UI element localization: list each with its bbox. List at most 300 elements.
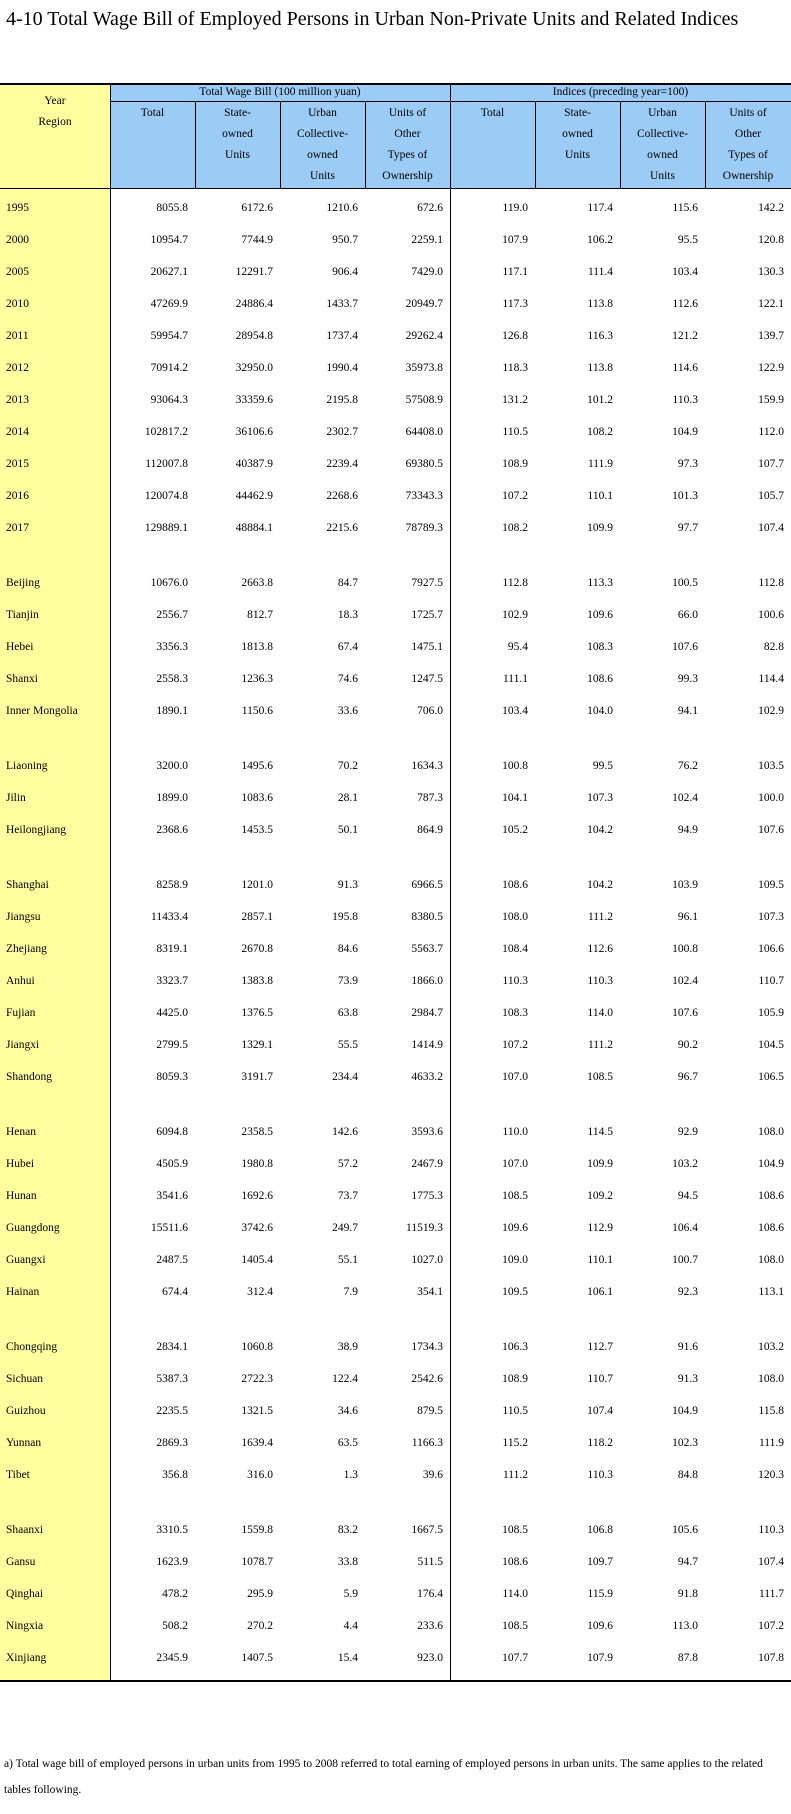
table-cell: 55.1 [337, 1254, 358, 1266]
table-cell: 107.0 [502, 1071, 528, 1083]
table-cell: 63.5 [337, 1437, 358, 1449]
table-cell: 108.6 [502, 1556, 528, 1568]
column-header-7 [620, 103, 705, 187]
table-cell: 270.2 [247, 1620, 273, 1632]
table-cell: 7.9 [343, 1286, 358, 1298]
column-header-line: Ownership [722, 170, 774, 182]
table-cell: 107.3 [758, 911, 784, 923]
table-cell: 122.1 [758, 298, 784, 310]
row-label: Shanxi [6, 673, 38, 685]
row-label: Zhejiang [6, 943, 47, 955]
table-cell: 97.7 [677, 522, 698, 534]
table-cell: 102.4 [672, 792, 698, 804]
table-cell: 107.4 [758, 1556, 784, 1568]
row-label: 1995 [6, 202, 29, 214]
table-cell: 109.0 [502, 1254, 528, 1266]
table-cell: 2857.1 [241, 911, 273, 923]
table-cell: 356.8 [162, 1469, 188, 1481]
table-row [0, 1546, 791, 1578]
group-header-wage-bill: Total Wage Bill (100 million yuan) [199, 86, 361, 98]
table-cell: 83.2 [337, 1524, 358, 1536]
row-label: 2010 [6, 298, 29, 310]
table-row [0, 1610, 791, 1642]
table-cell: 106.6 [758, 943, 784, 955]
table-cell: 115.6 [672, 202, 698, 214]
table-cell: 1623.9 [156, 1556, 188, 1568]
group-header-indices: Indices (preceding year=100) [552, 86, 689, 98]
table-cell: 105.7 [758, 490, 784, 502]
table-row [0, 416, 791, 448]
row-label: Fujian [6, 1007, 36, 1019]
table-cell: 108.5 [587, 1071, 613, 1083]
table-cell: 1405.4 [241, 1254, 273, 1266]
column-divider [280, 101, 281, 188]
table-cell: 131.2 [502, 394, 528, 406]
column-header-line: owned [222, 128, 253, 140]
table-cell: 1060.8 [241, 1341, 273, 1353]
column-header-1 [110, 103, 195, 124]
row-label: Qinghai [6, 1588, 44, 1600]
table-cell: 34.6 [337, 1405, 358, 1417]
table-cell: 8380.5 [411, 911, 443, 923]
footnote: a) Total wage bill of employed persons in urban units from 1995 to 2008 referred to total earning of employed persons in urban units. The same applies to the related tables following. [4, 1758, 763, 1796]
table-cell: 2487.5 [156, 1254, 188, 1266]
table-cell: 950.7 [332, 234, 358, 246]
table-cell: 103.4 [672, 266, 698, 278]
table-cell: 104.9 [672, 1405, 698, 1417]
table-cell: 1559.8 [241, 1524, 273, 1536]
table-row [0, 997, 791, 1029]
column-header-line: Other [394, 128, 421, 140]
table-cell: 110.3 [502, 975, 528, 987]
table-cell: 295.9 [247, 1588, 273, 1600]
table-row [0, 1029, 791, 1061]
table-cell: 91.8 [677, 1588, 698, 1600]
table-cell: 48884.1 [235, 522, 273, 534]
table-cell: 91.3 [677, 1373, 698, 1385]
table-cell: 99.5 [592, 760, 613, 772]
row-label: Liaoning [6, 760, 48, 772]
row-label: Jilin [6, 792, 26, 804]
table-cell: 84.8 [677, 1469, 698, 1481]
table-cell: 5387.3 [156, 1373, 188, 1385]
table-cell: 64408.0 [405, 426, 443, 438]
table-cell: 2195.8 [326, 394, 358, 406]
table-cell: 107.3 [587, 792, 613, 804]
row-label: Jiangxi [6, 1039, 40, 1051]
table-cell: 234.4 [332, 1071, 358, 1083]
table-cell: 5563.7 [411, 943, 443, 955]
table-row [0, 512, 791, 544]
table-cell: 4.4 [343, 1620, 358, 1632]
table-cell: 103.2 [672, 1158, 698, 1170]
table-cell: 35973.8 [405, 362, 443, 374]
table-cell: 76.2 [677, 760, 698, 772]
table-cell: 112.8 [758, 577, 784, 589]
table-cell: 109.6 [502, 1222, 528, 1234]
table-cell: 113.3 [587, 577, 613, 589]
table-cell: 102.9 [758, 705, 784, 717]
table-cell: 2235.5 [156, 1405, 188, 1417]
table-cell: 15.4 [337, 1652, 358, 1664]
table-cell: 87.8 [677, 1652, 698, 1664]
column-header-line: Units [310, 170, 335, 182]
row-label: Sichuan [6, 1373, 44, 1385]
table-cell: 107.9 [587, 1652, 613, 1664]
table-cell: 100.6 [758, 609, 784, 621]
row-label: Anhui [6, 975, 35, 987]
table-cell: 100.0 [758, 792, 784, 804]
row-label: Shandong [6, 1071, 52, 1083]
table-cell: 2834.1 [156, 1341, 188, 1353]
column-header-8 [705, 103, 791, 187]
table-cell: 3310.5 [156, 1524, 188, 1536]
table-row [0, 1244, 791, 1276]
row-label: Guizhou [6, 1405, 46, 1417]
table-cell: 99.3 [677, 673, 698, 685]
table-cell: 1634.3 [411, 760, 443, 772]
page-title: 4-10 Total Wage Bill of Employed Persons in Urban Non-Private Units and Related Indices [6, 8, 739, 30]
table-cell: 3742.6 [241, 1222, 273, 1234]
table-cell: 55.5 [337, 1039, 358, 1051]
column-header-3 [280, 103, 365, 187]
table-cell: 118.3 [502, 362, 528, 374]
column-header-line: Total [140, 107, 165, 119]
table-cell: 112.9 [587, 1222, 613, 1234]
table-cell: 112.0 [758, 426, 784, 438]
table-row [0, 256, 791, 288]
table-cell: 1236.3 [241, 673, 273, 685]
table-cell: 1475.1 [411, 641, 443, 653]
table-cell: 106.8 [587, 1524, 613, 1536]
table-cell: 812.7 [247, 609, 273, 621]
table-cell: 316.0 [247, 1469, 273, 1481]
table-cell: 108.0 [758, 1126, 784, 1138]
table-cell: 787.3 [417, 792, 443, 804]
column-header-2 [195, 103, 280, 166]
stub-header-region: Region [38, 116, 72, 128]
table-cell: 6172.6 [241, 202, 273, 214]
table-cell: 114.0 [502, 1588, 528, 1600]
table-cell: 84.7 [337, 577, 358, 589]
table-cell: 104.2 [587, 879, 613, 891]
table-row [0, 599, 791, 631]
table-cell: 117.4 [587, 202, 613, 214]
table-cell: 233.6 [417, 1620, 443, 1632]
table-cell: 142.2 [758, 202, 784, 214]
table-cell: 111.4 [587, 266, 613, 278]
table-cell: 2722.3 [241, 1373, 273, 1385]
table-row [0, 480, 791, 512]
table-cell: 2799.5 [156, 1039, 188, 1051]
table-row [0, 1427, 791, 1459]
table-cell: 906.4 [332, 266, 358, 278]
table-cell: 29262.4 [405, 330, 443, 342]
column-header-line: Units [565, 149, 590, 161]
table-cell: 113.8 [587, 362, 613, 374]
table-cell: 1150.6 [241, 705, 273, 717]
table-cell: 511.5 [417, 1556, 443, 1568]
column-header-line: Collective- [296, 128, 349, 140]
table-row [0, 1276, 791, 1308]
table-cell: 107.2 [502, 1039, 528, 1051]
table-cell: 110.1 [587, 490, 613, 502]
table-cell: 103.2 [758, 1341, 784, 1353]
table-cell: 104.5 [758, 1039, 784, 1051]
table-cell: 95.5 [677, 234, 698, 246]
row-label: Yunnan [6, 1437, 42, 1449]
table-cell: 6966.5 [411, 879, 443, 891]
table-cell: 102.3 [672, 1437, 698, 1449]
row-label: Shaanxi [6, 1524, 44, 1536]
table-cell: 109.6 [587, 1620, 613, 1632]
table-cell: 74.6 [337, 673, 358, 685]
table-cell: 2869.3 [156, 1437, 188, 1449]
table-cell: 2467.9 [411, 1158, 443, 1170]
table-row [0, 1061, 791, 1093]
column-header-6 [535, 103, 620, 166]
table-row [0, 695, 791, 727]
table-row [0, 663, 791, 695]
row-label: Gansu [6, 1556, 36, 1568]
column-header-line: owned [562, 128, 593, 140]
table-row [0, 567, 791, 599]
table-cell: 108.5 [502, 1524, 528, 1536]
table-cell: 96.1 [677, 911, 698, 923]
table-cell: 1210.6 [326, 202, 358, 214]
table-cell: 112.8 [502, 577, 528, 589]
table-cell: 120.8 [758, 234, 784, 246]
table-cell: 40387.9 [235, 458, 273, 470]
table-cell: 108.6 [758, 1222, 784, 1234]
table-cell: 15511.6 [151, 1222, 188, 1234]
table-row [0, 1116, 791, 1148]
table-cell: 672.6 [417, 202, 443, 214]
table-cell: 120.3 [758, 1469, 784, 1481]
column-header-line: Total [480, 107, 505, 119]
table-cell: 39.6 [422, 1469, 443, 1481]
table-cell: 111.2 [587, 911, 613, 923]
table-cell: 1639.4 [241, 1437, 273, 1449]
table-cell: 1980.8 [241, 1158, 273, 1170]
table-cell: 674.4 [162, 1286, 188, 1298]
column-divider [535, 101, 536, 188]
table-cell: 249.7 [332, 1222, 358, 1234]
column-header-line: State- [564, 107, 591, 119]
table-cell: 111.9 [587, 458, 613, 470]
table-cell: 106.3 [502, 1341, 528, 1353]
table-cell: 3200.0 [156, 760, 188, 772]
table-cell: 121.2 [672, 330, 698, 342]
table-cell: 108.6 [758, 1190, 784, 1202]
table-cell: 106.4 [672, 1222, 698, 1234]
table-cell: 126.8 [502, 330, 528, 342]
table-cell: 106.1 [587, 1286, 613, 1298]
table-cell: 1247.5 [411, 673, 443, 685]
table-cell: 1433.7 [326, 298, 358, 310]
table-cell: 113.0 [672, 1620, 698, 1632]
column-divider [365, 101, 366, 188]
table-cell: 1495.6 [241, 760, 273, 772]
table-cell: 2259.1 [411, 234, 443, 246]
column-divider [195, 101, 196, 188]
table-cell: 100.7 [672, 1254, 698, 1266]
table-cell: 3191.7 [241, 1071, 273, 1083]
table-row [0, 224, 791, 256]
table-cell: 104.9 [758, 1158, 784, 1170]
table-cell: 923.0 [417, 1652, 443, 1664]
row-label: Guangdong [6, 1222, 60, 1234]
table-cell: 142.6 [332, 1126, 358, 1138]
table-cell: 1692.6 [241, 1190, 273, 1202]
table-cell: 108.6 [502, 879, 528, 891]
column-header-line: Units of [729, 107, 767, 119]
table-cell: 103.9 [672, 879, 698, 891]
table-cell: 107.4 [758, 522, 784, 534]
table-cell: 3323.7 [156, 975, 188, 987]
column-header-line: Units of [388, 107, 427, 119]
table-cell: 110.3 [672, 394, 698, 406]
table-row [0, 933, 791, 965]
table-cell: 12291.7 [235, 266, 273, 278]
table-cell: 73343.3 [405, 490, 443, 502]
table-cell: 57.2 [337, 1158, 358, 1170]
row-label: Guangxi [6, 1254, 46, 1266]
table-cell: 73.9 [337, 975, 358, 987]
table-row [0, 288, 791, 320]
table-cell: 4505.9 [156, 1158, 188, 1170]
table-cell: 1321.5 [241, 1405, 273, 1417]
table-row [0, 965, 791, 997]
column-header-line: Urban [308, 107, 337, 119]
table-cell: 94.9 [677, 824, 698, 836]
table-cell: 103.4 [502, 705, 528, 717]
table-cell: 101.3 [672, 490, 698, 502]
header-bottom-rule [0, 188, 791, 189]
table-row [0, 901, 791, 933]
table-cell: 3593.6 [411, 1126, 443, 1138]
table-cell: 112007.8 [145, 458, 188, 470]
row-label: Chongqing [6, 1341, 58, 1353]
table-row [0, 814, 791, 846]
table-cell: 82.8 [763, 641, 784, 653]
table-cell: 50.1 [337, 824, 358, 836]
table-cell: 1.3 [343, 1469, 358, 1481]
table-cell: 2358.5 [241, 1126, 273, 1138]
column-header-line: Units [650, 170, 675, 182]
table-cell: 33.8 [337, 1556, 358, 1568]
table-cell: 66.0 [677, 609, 698, 621]
table-cell: 24886.4 [235, 298, 273, 310]
table-cell: 109.5 [502, 1286, 528, 1298]
row-label: Hubei [6, 1158, 35, 1170]
table-cell: 100.8 [672, 943, 698, 955]
table-cell: 2215.6 [326, 522, 358, 534]
table-cell: 10676.0 [150, 577, 188, 589]
table-cell: 28.1 [337, 792, 358, 804]
table-cell: 2239.4 [326, 458, 358, 470]
table-cell: 109.5 [758, 879, 784, 891]
row-label: Shanghai [6, 879, 49, 891]
table-cell: 8258.9 [156, 879, 188, 891]
table-cell: 119.0 [502, 202, 528, 214]
table-cell: 28954.8 [235, 330, 273, 342]
table-cell: 122.4 [332, 1373, 358, 1385]
table-cell: 107.7 [502, 1652, 528, 1664]
table-cell: 111.9 [758, 1437, 784, 1449]
row-label: 2017 [6, 522, 29, 534]
table-cell: 120074.8 [144, 490, 188, 502]
table-cell: 1083.6 [241, 792, 273, 804]
table-cell: 110.7 [587, 1373, 613, 1385]
table-row [0, 1514, 791, 1546]
row-label: 2012 [6, 362, 29, 374]
row-label: Ningxia [6, 1620, 44, 1632]
table-cell: 1027.0 [411, 1254, 443, 1266]
table-cell: 59954.7 [150, 330, 188, 342]
table-cell: 108.2 [502, 522, 528, 534]
table-cell: 1725.7 [411, 609, 443, 621]
table-cell: 44462.9 [235, 490, 273, 502]
table-cell: 3356.3 [156, 641, 188, 653]
row-label: 2005 [6, 266, 29, 278]
table-cell: 10954.7 [150, 234, 188, 246]
table-cell: 92.9 [677, 1126, 698, 1138]
column-header-line: State- [224, 107, 251, 119]
row-label: Tibet [6, 1469, 30, 1481]
table-cell: 20949.7 [405, 298, 443, 310]
table-cell: 1166.3 [411, 1437, 443, 1449]
table-cell: 110.3 [587, 975, 613, 987]
table-cell: 107.2 [758, 1620, 784, 1632]
table-cell: 100.8 [502, 760, 528, 772]
table-cell: 91.6 [677, 1341, 698, 1353]
table-cell: 1453.5 [241, 824, 273, 836]
table-cell: 110.7 [758, 975, 784, 987]
row-label: 2015 [6, 458, 29, 470]
table-cell: 107.4 [587, 1405, 613, 1417]
table-cell: 90.2 [677, 1039, 698, 1051]
table-cell: 101.2 [587, 394, 613, 406]
table-cell: 2663.8 [241, 577, 273, 589]
table-cell: 2558.3 [156, 673, 188, 685]
table-cell: 73.7 [337, 1190, 358, 1202]
table-cell: 95.4 [507, 641, 528, 653]
column-header-line: Ownership [382, 170, 433, 182]
row-label: 2016 [6, 490, 29, 502]
table-cell: 38.9 [337, 1341, 358, 1353]
table-cell: 1775.3 [411, 1190, 443, 1202]
table-cell: 107.6 [758, 824, 784, 836]
table-cell: 108.5 [502, 1190, 528, 1202]
table-row [0, 1148, 791, 1180]
table-cell: 78789.3 [405, 522, 443, 534]
table-cell: 159.9 [758, 394, 784, 406]
table-cell: 176.4 [417, 1588, 443, 1600]
table-cell: 2368.6 [156, 824, 188, 836]
row-label: Inner Mongolia [6, 705, 78, 717]
table-cell: 1899.0 [156, 792, 188, 804]
table-cell: 1329.1 [241, 1039, 273, 1051]
table-row [0, 448, 791, 480]
column-header-5 [450, 103, 535, 124]
table-cell: 102817.2 [144, 426, 188, 438]
stub-header [0, 91, 110, 133]
table-cell: 110.3 [587, 1469, 613, 1481]
table-cell: 1414.9 [411, 1039, 443, 1051]
table-cell: 36106.6 [235, 426, 273, 438]
table-cell: 8059.3 [156, 1071, 188, 1083]
